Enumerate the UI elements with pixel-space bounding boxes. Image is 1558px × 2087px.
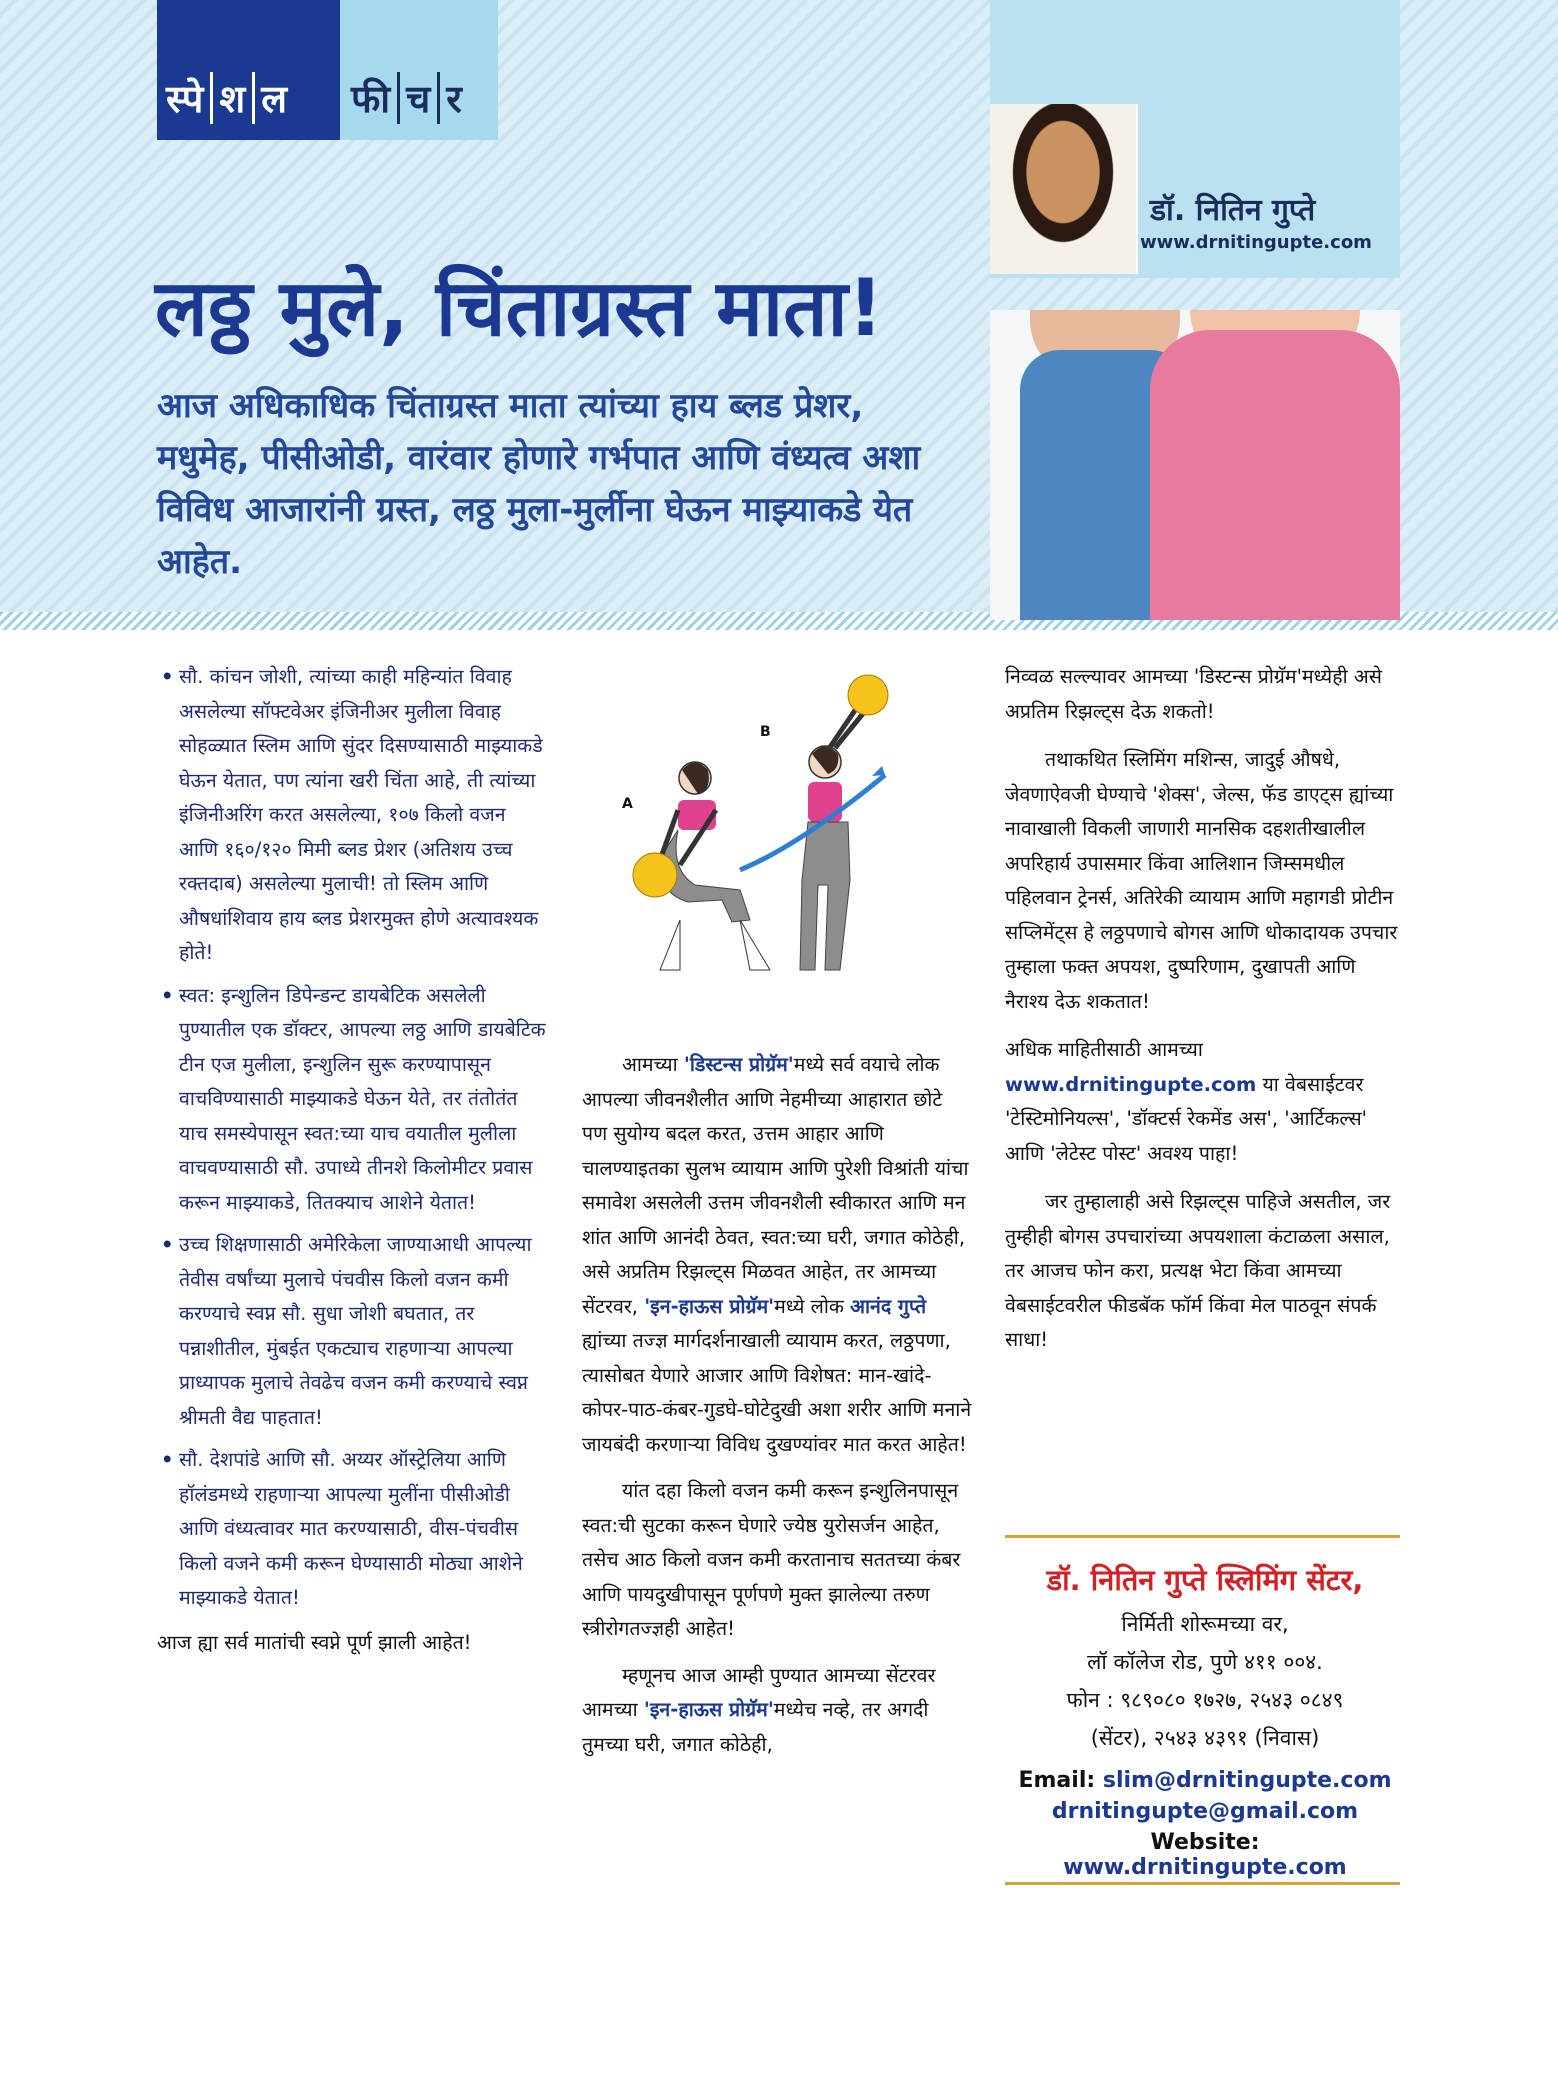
paragraph: आमच्या 'डिस्टन्स प्रोग्रॅम'मध्ये सर्व वयाचे लोक आपल्या जीवनशैलीत आणि नेहमीच्या आहारात छोटे पण सुयोग्य बदल करत, उत्तम आहार आणि चालण्याइतका सुलभ व्यायाम आणि पुरेशी विश्रांती यांचा समावेश असलेली उत्तम जीवनशैली स्वीकारत आणि मन शांत आणि आनंदी ठेवत, स्वत:च्या घरी, जगात कोठेही, असे अप्रतिम रिझल्ट्स मिळवत आहेत, तर आमच्या सेंटरवर, 'इन-हाऊस प्रोग्रॅम'मध्ये लोक आनंद गुप्ते ह्यांच्या तज्ज्ञ मार्गदर्शनाखाली व्यायाम करत, लठ्ठपणा, त्यासोबत येणारे आजार आणि विशेषत: मान-खांदे-कोपर-पाठ-कंबर-गुडघे-घोटेदुखी अशा शरीर आणि मनाने जायबंदी करणाऱ्या विविध दुखण्यांवर मात करत आहेत! bbox=[582, 1053, 972, 1456]
website-line: Website: www.drnitingupte.com bbox=[1063, 1830, 1347, 1880]
author-photo bbox=[990, 104, 1138, 274]
contact-rule-bottom bbox=[1005, 1882, 1400, 1885]
section-label-glyph: र bbox=[446, 77, 463, 121]
closing-line: आज ह्या सर्व मातांची स्वप्ने पूर्ण झाली आहेत! bbox=[157, 1630, 472, 1654]
center-address-line-1: निर्मिती शोरूमच्या वर, bbox=[1121, 1612, 1289, 1636]
email-line-2 bbox=[1005, 1799, 1405, 1824]
center-name: डॉ. नितिन गुप्ते स्लिमिंग सेंटर, bbox=[1046, 1563, 1364, 1597]
paragraph: अधिक माहितीसाठी आमच्या www.drnitingupte.com या वेबसाईटवर 'टेस्टिमोनियल्स', 'डॉक्टर्स रेकमेंड अस', 'आर्टिकल्स' आणि 'लेटेस्ट पोस्ट' अवश्य पाहा! bbox=[1005, 1038, 1367, 1165]
email-line-1: Email: slim@drnitingupte.com bbox=[1018, 1768, 1392, 1793]
figure-b-throw bbox=[740, 675, 888, 970]
list-item: • सौ. कांचन जोशी, त्यांच्या काही महिन्यांत विवाह असलेल्या सॉफ्टवेअर इंजिनीअर मुलीला विवाह सोहळ्यात स्लिम आणि सुंदर दिसण्यासाठी माझ्याकडे घेऊन येतात, पण त्यांना खरी चिंता आहे, ती त्यांच्या इंजिनीअरिंग करत असलेल्या, १०७ किलो वजन आणि १६०/१२० मिमी ब्लड प्रेशर (अतिशय उच्च रक्तदाब) असलेल्या मुलाची! तो स्लिम आणि औषधांशिवाय हाय ब्लड प्रेशरमुक्त होणे अत्यावश्यक होते! bbox=[157, 660, 547, 971]
center-phone-line-1: फोन : ९८९०८० १७२७, २५४३ ०८४९ bbox=[1066, 1688, 1344, 1712]
exercise-illustration bbox=[600, 670, 960, 1020]
paragraph: म्हणूनच आज आम्ही पुण्यात आमच्या सेंटरवर आमच्या 'इन-हाऊस प्रोग्रॅम'मध्येच नव्हे, तर अगदी तुमच्या घरी, जगात कोठेही, bbox=[582, 1663, 936, 1756]
paragraph: तथाकथित स्लिमिंग मशिन्स, जादुई औषधे, जेवणाऐवजी घेण्याचे 'शेक्स', जेल्स, फॅड डाएट्स ह्यांच्या नावाखाली विकली जाणारी मानसिक दहशतीखालील अपरिहार्य उपासमार किंवा आलिशान जिम्समधील पहिलवान ट्रेनर्स, अतिरेकी व्यायाम आणि महागडी प्रोटीन सप्लिमेंट्स हे लठ्ठपणाचे बोगस आणि धोकादायक उपचार तुम्हाला फक्त अपयश, दुष्परिणाम, दुखापती आणि नैराश्य देऊ शकतात! bbox=[1005, 748, 1398, 1013]
email-link[interactable]: slim@drnitingupte.com bbox=[1102, 1768, 1392, 1793]
section-label-feature bbox=[345, 72, 469, 124]
center-address-line-2: लॉ कॉलेज रोड, पुणे ४११ ००४. bbox=[1087, 1650, 1323, 1674]
center-phone-line-2: (सेंटर), २५४३ ४३९१ (निवास) bbox=[1090, 1726, 1320, 1750]
section-label-glyph: स्पे bbox=[160, 72, 213, 124]
section-label-glyph: च bbox=[400, 72, 440, 124]
column-3 bbox=[1005, 660, 1405, 1372]
list-item: • उच्च शिक्षणासाठी अमेरिकेला जाण्याआधी आपल्या तेवीस वर्षांच्या मुलाचे पंचवीस किलो वजन कमी करण्याचे स्वप्न सौ. सुधा जोशी बघतात, तर पन्नाशीतील, मुंबईत एकट्याच राहणाऱ्या आपल्या प्राध्यापक मुलाचे तेवढेच वजन कमी करण्याचे स्वप्न श्रीमती वैद्य पाहतात! bbox=[157, 1228, 547, 1435]
section-label-glyph: फी bbox=[345, 72, 400, 124]
section-label-glyph: ल bbox=[261, 77, 288, 121]
exercise-label-b: B bbox=[760, 724, 771, 740]
section-label-special bbox=[160, 72, 294, 124]
email-link[interactable]: drnitingupte@gmail.com bbox=[1051, 1799, 1359, 1824]
paragraph: निव्वळ सल्ल्यावर आमच्या 'डिस्टन्स प्रोग्रॅम'मध्येही असे अप्रतिम रिझल्ट्स देऊ शकतो! bbox=[1005, 665, 1382, 723]
website-link[interactable]: www.drnitingupte.com bbox=[1005, 1072, 1257, 1096]
list-item: • स्वत: इन्शुलिन डिपेन्डन्ट डायबेटिक असलेली पुण्यातील एक डॉक्टर, आपल्या लठ्ठ आणि डायबेटिक टीन एज मुलीला, इन्शुलिन सुरू करण्यापासून वाचविण्यासाठी माझ्याकडे घेऊन येते, तर तंतोतंत याच समस्येपासून स्वत:च्या याच वयातील मुलीला वाचवण्यासाठी सौ. उपाध्ये तीनशे किलोमीटर प्रवास करून माझ्याकडे, तितक्याच आशेने येतात! bbox=[157, 979, 547, 1221]
contact-rule-top bbox=[1005, 1535, 1400, 1538]
women-back-to-back-photo bbox=[990, 310, 1400, 620]
exercise-label-a: A bbox=[622, 796, 633, 812]
headline: लठ्ठ मुले, चिंताग्रस्त माता! bbox=[155, 264, 884, 354]
paragraph: जर तुम्हालाही असे रिझल्ट्स पाहिजे असतील, जर तुम्हीही बोगस उपचारांच्या अपयशाला कंटाळला असाल, तर आजच फोन करा, प्रत्यक्ष भेटा किंवा आमच्या वेबसाईटवरील फीडबॅक फॉर्म किंवा मेल पाठवून संपर्क साधा! bbox=[1005, 1190, 1391, 1351]
list-item: • सौ. देशपांडे आणि सौ. अय्यर ऑस्ट्रेलिया आणि हॉलंडमध्ये राहणाऱ्या आपल्या मुलींना पीसीओडी आणि वंध्यत्वावर मात करण्यासाठी, वीस-पंचवीस किलो वजने कमी करून घेण्यासाठी मोठ्या आशेने माझ्याकडे येतात! bbox=[157, 1443, 547, 1616]
section-label-glyph: श bbox=[213, 72, 255, 124]
author-name: डॉ. नितिन गुप्ते bbox=[1150, 193, 1316, 228]
website-link[interactable]: www.drnitingupte.com bbox=[1063, 1855, 1347, 1880]
column-1 bbox=[157, 660, 547, 1660]
paragraph: यांत दहा किलो वजन कमी करून इन्शुलिनपासून स्वत:ची सुटका करून घेणारे ज्येष्ठ युरोसर्जन आहेत, तसेच आठ किलो वजन कमी करतानाच सततच्या कंबर आणि पायदुखीपासून पूर्णपणे मुक्त झालेल्या तरुण स्त्रीरोगतज्ज्ञही आहेत! bbox=[582, 1479, 961, 1640]
lead-paragraph: आज अधिकाधिक चिंताग्रस्त माता त्यांच्या हाय ब्लड प्रेशर, मधुमेह, पीसीओडी, वारंवार होणारे गर्भपात आणि वंध्यत्व अशा विविध आजारांनी ग्रस्त, लठ्ठ मुला-मुर्लीना घेऊन माझ्याकडे येत आहेत. bbox=[157, 386, 921, 582]
author-website[interactable]: www.drnitingupte.com bbox=[1140, 232, 1372, 253]
column-2 bbox=[582, 1048, 972, 1774]
